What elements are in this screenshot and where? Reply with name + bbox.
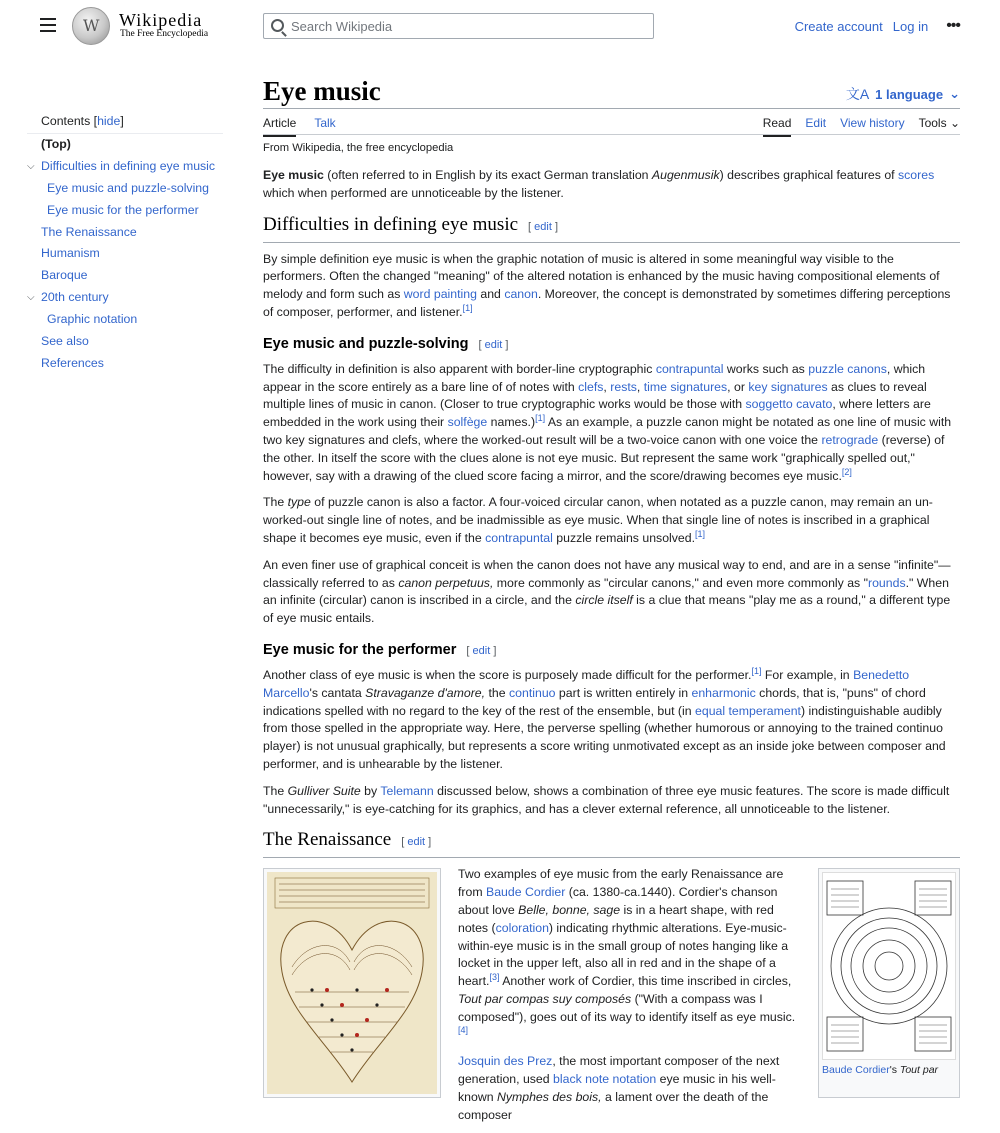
link-benedetto-marcello[interactable]: Benedetto Marcello xyxy=(263,667,910,700)
toc-item-20th-century[interactable] xyxy=(27,287,223,309)
citation-link[interactable]: [1] xyxy=(462,302,473,313)
paragraph: Josquin des Prez, the most important composer of the next generation, used black note notation eye music in his well-known Nymphes des bois, a lament over the death of the composer xyxy=(458,1054,780,1122)
chevron-down-icon[interactable]: ⌵ xyxy=(27,292,35,304)
citation-link[interactable]: [3] xyxy=(489,972,500,982)
link-rests[interactable]: rests xyxy=(610,379,637,394)
circle-score-image[interactable] xyxy=(822,872,956,1060)
link-solfege[interactable]: solfège xyxy=(447,415,488,430)
link-enharmonic[interactable]: enharmonic xyxy=(691,685,756,700)
heart-score-image[interactable] xyxy=(267,872,437,1094)
paragraph: The type of puzzle canon is also a factor. A four-voiced circular canon, when notated as a puzzle canon, may remain an un-worked-out single line of notes, and be inadmissible as eye music. When that single line of notes is inscribed in a graphical shape it becomes eye music, even if the contrapuntal puzzle remains unsolved.[1] xyxy=(263,495,933,545)
link-key-signatures[interactable]: key signatures xyxy=(748,379,828,394)
tab-talk[interactable]: Talk xyxy=(314,116,336,130)
section-heading-renaissance: The Renaissance [ edit ] xyxy=(263,828,960,858)
create-account-link[interactable]: Create account xyxy=(794,18,883,34)
toc-link[interactable]: Graphic notation xyxy=(47,312,138,327)
site-subtitle: From Wikipedia, the free encyclopedia xyxy=(263,142,454,154)
section-heading-puzzle-solving: Eye music and puzzle-solving [ edit ] xyxy=(263,335,509,352)
link-scores[interactable]: scores xyxy=(898,168,935,182)
tools-label: Tools xyxy=(918,116,947,130)
toc-item-renaissance[interactable] xyxy=(27,222,223,244)
link-baude-cordier[interactable]: Baude Cordier xyxy=(486,885,566,900)
toc-link[interactable]: The Renaissance xyxy=(41,224,137,239)
link-puzzle-canons[interactable]: puzzle canons xyxy=(808,361,887,376)
edit-section-link[interactable]: edit xyxy=(472,644,491,657)
more-options-icon[interactable]: ••• xyxy=(946,17,960,34)
language-selector[interactable] xyxy=(846,84,960,104)
search-input[interactable] xyxy=(291,17,641,35)
chevron-down-icon: ⌄ xyxy=(949,116,960,130)
tabs-divider xyxy=(263,134,960,135)
toc-link[interactable]: References xyxy=(41,355,104,370)
link-baude-cordier[interactable]: Baude Cordier xyxy=(822,1064,890,1077)
section-heading-difficulties: Difficulties in defining eye music [ edit ] xyxy=(263,213,960,243)
language-icon: 文A xyxy=(845,86,870,102)
link-josquin[interactable]: Josquin des Prez xyxy=(458,1054,553,1069)
link-coloration[interactable]: coloration xyxy=(495,920,549,935)
toc-item-humanism[interactable] xyxy=(27,243,223,265)
link-retrograde[interactable]: retrograde xyxy=(821,432,879,447)
edit-section-link[interactable]: edit xyxy=(407,836,426,849)
link-telemann[interactable]: Telemann xyxy=(380,783,434,798)
citation-link[interactable]: [4] xyxy=(458,1025,469,1036)
link-equal-temperament[interactable]: equal temperament xyxy=(695,703,801,718)
wikipedia-wordmark[interactable]: Wikipedia xyxy=(119,10,203,30)
toc-hide-label: hide xyxy=(97,114,121,128)
figure-heart-score[interactable] xyxy=(263,868,441,1098)
language-count: 1 language xyxy=(875,86,944,102)
chevron-down-icon[interactable]: ⌵ xyxy=(27,160,35,172)
toc-title: Contents xyxy=(41,114,91,128)
toc-link[interactable]: Baroque xyxy=(41,268,88,283)
toc-link[interactable]: Difficulties in defining eye music xyxy=(41,158,216,173)
search-box[interactable] xyxy=(263,13,654,39)
citation-link[interactable]: [2] xyxy=(841,466,852,477)
section-title: Eye music and puzzle-solving xyxy=(263,335,469,352)
paragraph: Another class of eye music is when the score is purposely made difficult for the performer.[1] For example, in Benedetto Marcello's cantata Stravaganze d'amore, the continuo part is written entirely in enharmonic chords, that is, "puns" of chord indications spelled with no regard to the key of the rest of the ensemble, but (in equal temperament) indistinguishable audibly from those spelled in the appropriate way. Here, the perverse spelling (whether humorous or annoying to the trained continuo player) is not unusual graphically, but represents a score writing unmotivated except as an inside joke between composer and performer, and is unhearable by the listener. xyxy=(263,665,946,771)
title-divider xyxy=(263,108,960,109)
tab-edit[interactable]: Edit xyxy=(805,116,827,130)
main-menu-icon[interactable] xyxy=(40,18,56,32)
paragraph: Two examples of eye music from the early Renaissance are from Baude Cordier (ca. 1380-ca.1440). Cordier's chanson about love Belle, bonne, sage is in a heart shape, with red notes (coloration) indicating rhythmic alterations. Eye-music-within-eye music is in the small group of notes hanging like a locket in the upper left, also all in red and in the shape of a heart.[3] Another work of Cordier, this time inscribed in circles, Tout par compas suy composés ("With a compass was I composed"), goes out of its way to identify itself as eye music.[4] xyxy=(458,867,796,1036)
chevron-down-icon: ⌄ xyxy=(949,86,960,101)
toc-link[interactable]: 20th century xyxy=(41,290,109,305)
link-clefs[interactable]: clefs xyxy=(578,379,604,394)
edit-section-link[interactable]: edit xyxy=(484,338,503,351)
paragraph: By simple definition eye music is when the graphic notation of music is altered in some meaningful way visible to the performers. Often the changed "meaning" of the altered notation is enhanced by the music having compositional elements of melody and form such as word painting and canon. Moreover, the concept is demonstrated by sometimes differing perceptions of composer, performer, and listener.[1] xyxy=(263,251,951,319)
section-title: Difficulties in defining eye music xyxy=(263,213,519,235)
citation-link[interactable]: [1] xyxy=(695,528,706,539)
toc-link[interactable]: Eye music and puzzle-solving xyxy=(47,180,209,195)
toc-link[interactable]: See also xyxy=(41,334,89,349)
citation-link[interactable]: [1] xyxy=(751,665,762,676)
toc-item-top[interactable]: (Top) xyxy=(41,137,71,151)
toc-item-for-performer[interactable] xyxy=(27,200,223,222)
tab-article[interactable]: Article xyxy=(263,116,296,137)
tab-view-history[interactable]: View history xyxy=(840,116,905,130)
wikipedia-globe-logo[interactable] xyxy=(72,7,110,45)
renaissance-text xyxy=(458,866,803,1133)
link-canon[interactable]: canon xyxy=(504,287,538,302)
edit-section-link[interactable]: edit xyxy=(534,220,552,233)
toc-item-references[interactable] xyxy=(27,353,223,375)
link-rounds[interactable]: rounds xyxy=(868,575,906,590)
link-time-signatures[interactable]: time signatures xyxy=(643,379,728,394)
article-body xyxy=(263,167,960,1122)
paragraph: The difficulty in definition is also apparent with border-line cryptographic contrapuntal works such as puzzle canons, which appear in the score entirely as a bare line of of notes with clefs, rests, time signatures, or key signatures as clues to reveal multiple lines of music in canon. (Closer to true cryptographic works would be those with soggetto cavato, where letters are embedded in the work using their solfège names.)[1] As an example, a puzzle canon might be notated as one line of music with two key signatures and clefs, where the worked-out result will be a two-voice canon with one voice the retrograde (reverse) of the other. In itself the score with the clues alone is not eye music. But represent the same work "graphically spelled out," however, say with a drawing of the clued score facing a mirror, and the score/drawing becomes eye music.[2] xyxy=(263,361,952,483)
toc-heading xyxy=(27,114,223,134)
wikipedia-tagline: The Free Encyclopedia xyxy=(120,29,209,39)
link-contrapuntal[interactable]: contrapuntal xyxy=(655,361,724,376)
link-contrapuntal[interactable]: contrapuntal xyxy=(485,530,553,545)
citation-link[interactable]: [1] xyxy=(535,413,546,424)
figure-circle-score[interactable] xyxy=(818,868,960,1098)
paragraph: An even finer use of graphical conceit is when the canon does not have any musical way to end, and are in a sense "infinite"—classically referred to as canon perpetuus, more commonly as "circular canons," and even more commonly as "rounds." When an infinite (circular) canon is inscribed in a circle, and the circle itself is a clue that means "play me as a round," a different type of eye music entails. xyxy=(263,557,951,626)
toc-item-see-also[interactable] xyxy=(27,331,223,353)
page-title: Eye music xyxy=(263,76,381,106)
section-title: The Renaissance xyxy=(263,829,392,851)
lead-paragraph: Eye music (often referred to in English by its exact German translation Augenmusik) describes graphical features of scores which when performed are unnoticeable by the listener. xyxy=(263,168,935,200)
link-black-note-notation[interactable]: black note notation xyxy=(553,1072,657,1087)
toc-link[interactable]: Humanism xyxy=(41,246,100,261)
toc-item-puzzle-solving[interactable] xyxy=(27,178,223,200)
toc-item-baroque[interactable] xyxy=(27,265,223,287)
section-title: Eye music for the performer xyxy=(263,641,457,658)
toc-hide-toggle[interactable]: [hide] xyxy=(93,114,124,128)
link-continuo[interactable]: continuo xyxy=(509,685,556,700)
section-heading-for-performer: Eye music for the performer [ edit ] xyxy=(263,641,497,658)
toc-item-graphic-notation[interactable] xyxy=(27,309,223,331)
toc-item-difficulties[interactable] xyxy=(27,156,223,178)
site-header xyxy=(0,0,1000,52)
toc-link[interactable]: Eye music for the performer xyxy=(47,202,199,217)
figure-caption: Baude Cordier's Tout par xyxy=(822,1064,939,1077)
log-in-link[interactable]: Log in xyxy=(892,18,929,34)
search-icon xyxy=(271,19,284,32)
table-of-contents xyxy=(27,114,223,375)
link-word-painting[interactable]: word painting xyxy=(403,287,477,302)
tab-read[interactable]: Read xyxy=(763,116,792,137)
paragraph: The Gulliver Suite by Telemann discussed below, shows a combination of three eye music features. The score is made difficult "unnecessarily," is eye-catching for its graphics, and has a clever external reference, all unnoticeable to the listener. xyxy=(263,783,950,816)
link-soggetto-cavato[interactable]: soggetto cavato xyxy=(745,397,833,412)
